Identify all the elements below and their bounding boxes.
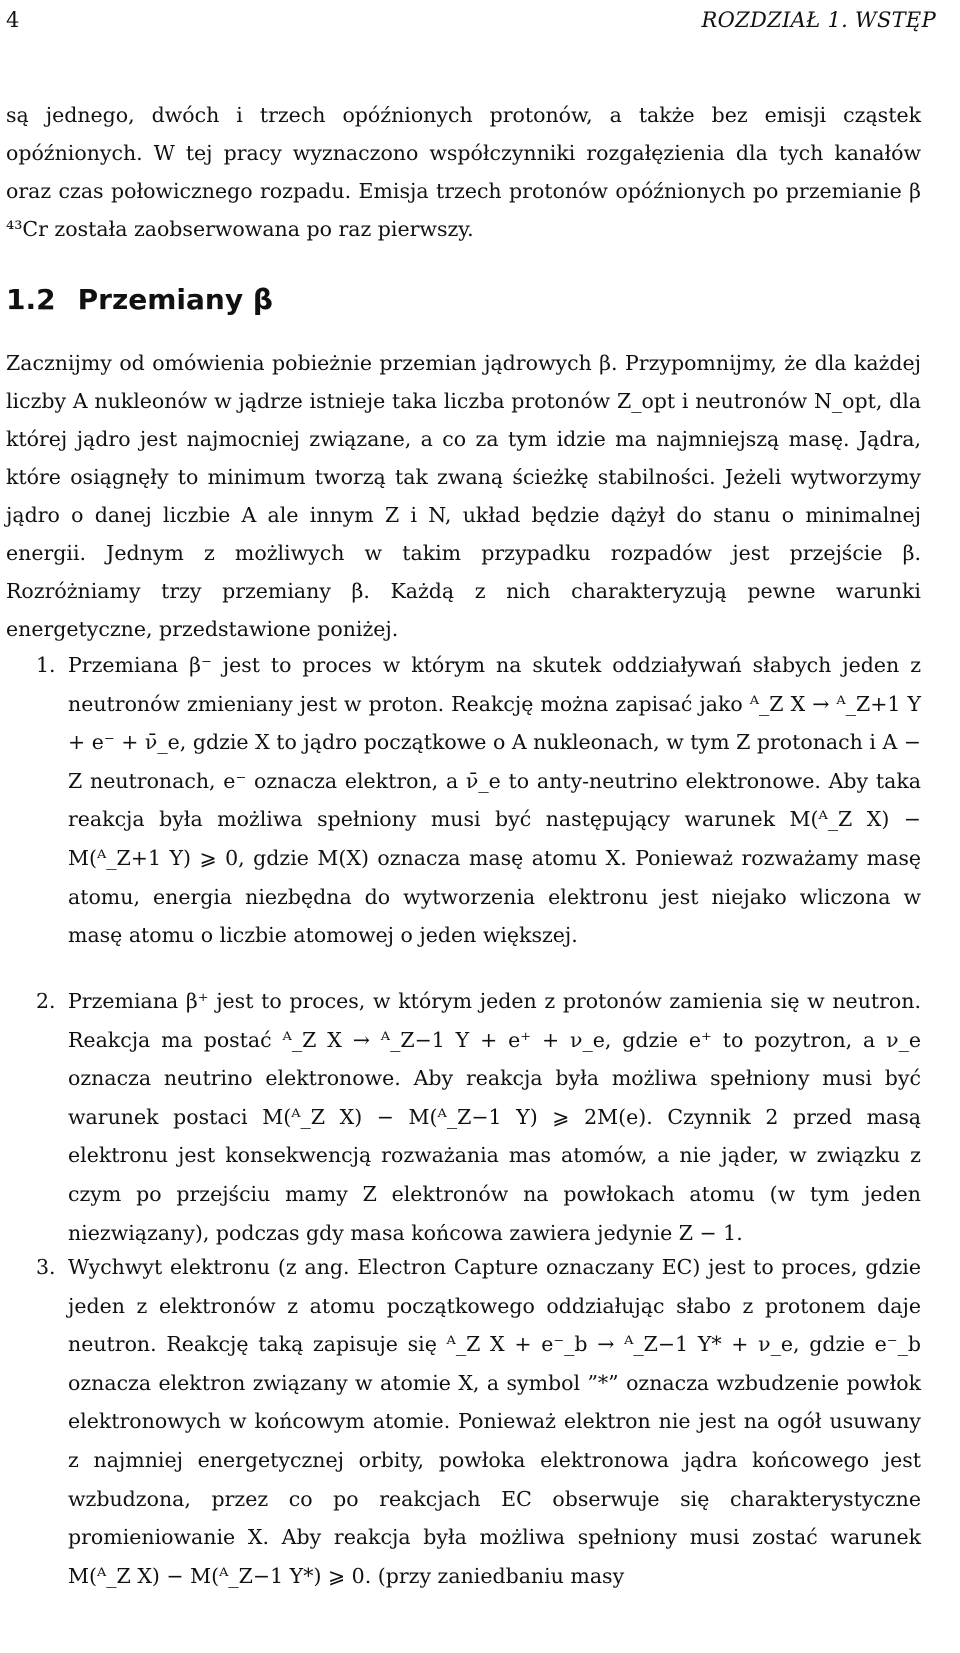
list-item (36, 1248, 921, 1595)
section-number: 1.2 (6, 283, 56, 316)
body-paragraph: Zacznijmy od omówienia pobieżnie przemian jądrowych β. Przypomnijmy, że dla każdej liczby A nukleonów w jądrze istnieje taka liczba protonów Z_opt i neutronów N_opt, dla której jądro jest najmocniej związane, a co za tym idzie ma najmniejszą masę. Jądra, które osiągnęły to minimum tworzą tak zwaną ścieżkę stabilności. Jeżeli wytworzymy jądro o danej liczbie A ale innym Z i N, układ będzie dążył do stanu o minimalnej energii. Jednym z możliwych w takim przypadku rozpadów jest przejście β. Rozróżniamy trzy przemiany β. Każdą z nich charakteryzują pewne warunki energetyczne, przedstawione poniżej. (6, 351, 921, 641)
list-item-text: Wychwyt elektronu (z ang. Electron Capture oznaczany EC) jest to proces, gdzie jeden z elektronów z atomu początkowego oddziałując słabo z protonem daje neutron. Reakcję taką zapisuje się ᴬ_Z X + e⁻_b → ᴬ_Z−1 Y* + ν_e, gdzie e⁻_b oznacza elektron związany w atomie X, a symbol ”*” oznacza wzbudzenie powłok elektronowych w końcowym atomie. Ponieważ elektron nie jest na ogół usuwany z najmniej energetycznej orbity, powłoka elektronowa jądra końcowego jest wzbudzona, przez co po reakcjach EC obserwuje się charakterystyczne promieniowanie X. Aby reakcja była możliwa spełniony musi zostać warunek M(ᴬ_Z X) − M(ᴬ_Z−1 Y*) ⩾ 0. (przy zaniedbaniu masy (68, 1255, 921, 1588)
running-title: ROZDZIAŁ 1. WSTĘP (701, 8, 936, 32)
page-header (6, 2, 936, 38)
section-title: Przemiany β (77, 283, 273, 316)
list-item-text: Przemiana β⁺ jest to proces, w którym jeden z protonów zamienia się w neutron. Reakcja ma postać ᴬ_Z X → ᴬ_Z−1 Y + e⁺ + ν_e, gdzie e⁺ to pozytron, a ν_e oznacza neutrino elektronowe. Aby reakcja była możliwa spełniony musi być warunek postaci M(ᴬ_Z X) − M(ᴬ_Z−1 Y) ⩾ 2M(e). Czynnik 2 przed masą elektronu jest konsekwencją rozważania mas atomów, a nie jąder, w związku z czym po przejściu mamy Z elektronów na powłokach atomu (w tym jeden niezwiązany), podczas gdy masa końcowa zawiera jedynie Z − 1. (68, 989, 921, 1245)
section-heading (6, 280, 273, 320)
list-item (36, 982, 921, 1252)
list-item-text: Przemiana β⁻ jest to proces w którym na skutek oddziaływań słabych jeden z neutronów zmieniany jest w proton. Reakcję można zapisać jako ᴬ_Z X → ᴬ_Z+1 Y + e⁻ + ν̄_e, gdzie X to jądro początkowe o A nukleonach, w tym Z protonach i A − Z neutronach, e⁻ oznacza elektron, a ν̄_e to anty-neutrino elektronowe. Aby taka reakcja była możliwa spełniony musi być następujący warunek M(ᴬ_Z X) − M(ᴬ_Z+1 Y) ⩾ 0, gdzie M(X) oznacza masę atomu X. Ponieważ rozważamy masę atomu, energia niezbędna do wytworzenia elektronu jest niejako wliczona w masę atomu o liczbie atomowej o jeden większej. (68, 653, 921, 948)
page-number: 4 (6, 8, 20, 32)
list-marker: 2. (36, 989, 56, 1013)
intro-paragraph: są jednego, dwóch i trzech opóźnionych protonów, a także bez emisji cząstek opóźnionych. W tej pracy wyznaczono współczynniki rozgałęzienia dla tych kanałów oraz czas połowicznego rozpadu. Emisja trzech protonów opóźnionych po przemianie β ⁴³Cr została zaobserwowana po raz pierwszy. (6, 103, 921, 241)
list-marker: 3. (36, 1255, 56, 1279)
list-item (36, 646, 921, 955)
list-marker: 1. (36, 653, 56, 677)
